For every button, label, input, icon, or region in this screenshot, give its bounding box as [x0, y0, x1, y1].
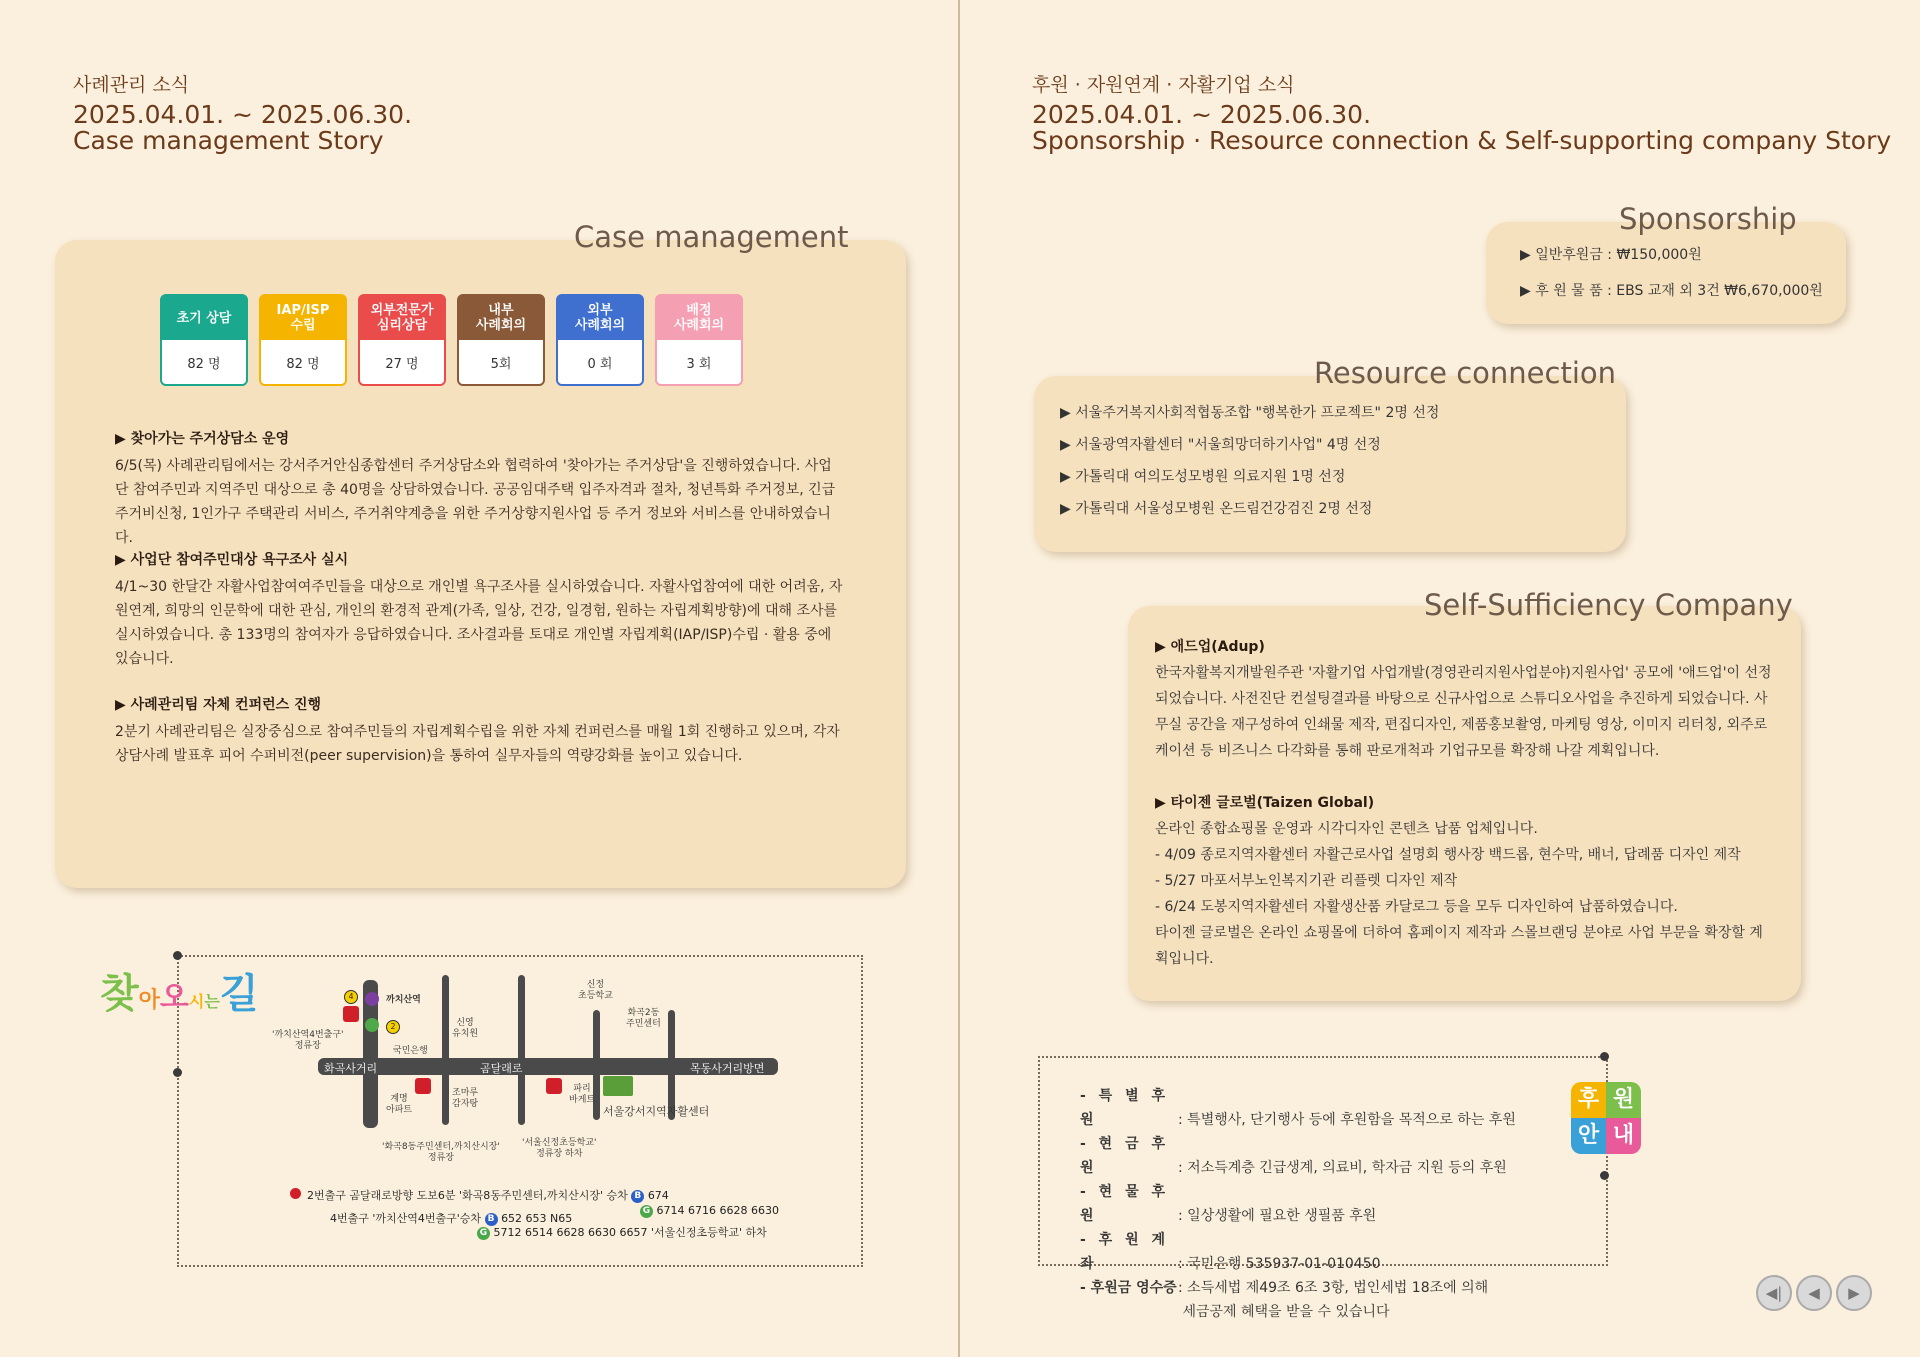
logo-char: 후	[1571, 1082, 1606, 1118]
info-key: - 현 금 후 원	[1080, 1136, 1170, 1176]
badge-internal-meeting: 내부 사례회의 5회	[457, 294, 545, 386]
info-row	[1080, 1084, 1516, 1132]
logo-char: 찾	[100, 971, 139, 1017]
right-subtitle: Sponsorship · Resource connection & Self-supporting company Story	[1032, 126, 1892, 155]
map-label-bakery: 파리 바게트	[569, 1084, 596, 1105]
badge-iap-isp: IAP/ISP 수립 82 명	[259, 294, 347, 386]
blue-bus-icon: B	[485, 1213, 498, 1226]
logo-char: 원	[1606, 1082, 1641, 1118]
frame-dot	[1600, 1052, 1609, 1061]
info-value: 세금공제 혜택을 받을 수 있습니다	[1178, 1304, 1390, 1320]
map-label-kindergarten: 신영 유치원	[452, 1018, 479, 1039]
transit-routes: 652 653 N65	[501, 1212, 573, 1225]
list-item: ▶ 서울광역자활센터 "서울희망더하기사업" 4명 선정	[1060, 437, 1381, 453]
map-label-restaurant: 조마루 감자탕	[452, 1088, 479, 1109]
transit-routes: 5712 6514 6628 6630 6657 '서울신정초등학교' 하차	[493, 1226, 767, 1239]
list-item: ▶ 후 원 물 품 : EBS 교재 외 3건 ₩6,670,000원	[1520, 283, 1823, 299]
frame-dot	[1600, 1171, 1609, 1180]
info-row	[1080, 1276, 1516, 1300]
exit-4-icon: 4	[344, 990, 358, 1004]
case-management-title: Case management	[574, 220, 849, 254]
map-label-school: 신정 초등학교	[578, 980, 613, 1001]
company-taizen-line: - 6/24 도봉지역자활센터 자활생산품 카달로그 등을 모두 디자인하여 납품하였습니다.	[1155, 899, 1678, 915]
transit-text: 4번출구 '까치산역4번출구'승차	[330, 1212, 482, 1225]
map-label-bus-stop: '화곡8동주민센터,까치산시장' 정류장	[382, 1142, 500, 1163]
info-key: - 특 별 후 원	[1080, 1088, 1170, 1128]
next-page-button[interactable]	[1836, 1275, 1872, 1311]
right-kicker: 후원 · 자원연계 · 자활기업 소식	[1032, 74, 1295, 96]
info-row	[1080, 1132, 1516, 1180]
sponsorship-guide-logo	[1571, 1082, 1641, 1154]
info-row	[1080, 1180, 1516, 1228]
sponsorship-info	[1080, 1084, 1516, 1324]
green-bus-icon: G	[477, 1227, 490, 1240]
sponsorship-list	[1520, 239, 1823, 307]
company-adup-body: 한국자활복지개발원주관 '자활기업 사업개발(경영관리지원사업분야)지원사업' 공모에 '애드업'이 선정되었습니다. 사전진단 컨설팅결과를 바탕으로 신규사업으로 스튜디오사업을 추진하게 되었습니다. 사무실 공간을 재구성하여 인쇄물 제작, 편집디자인, 제품홍보촬영, 마케팅 영상, 이미지 리터칭, 외주로케이션 등 비즈니스 다각화를 통해 판로개척과 기업규모를 확장해 나갈 계획입니다.	[1155, 665, 1772, 759]
section-housing: ▶ 찾아가는 주거상담소 운영 6/5(목) 사례관리팀에서는 강서주거안심종합센터 주거상담소와 협력하여 '찾아가는 주거상담'을 진행하였습니다. 사업단 참여주민과 지역주민 대상으로 총 40명을 상담하였습니다. 공공임대주택 입주자격과 절차, 청년특화 주거정보, 긴급주거비신청, 1인가구 주택관리 서비스, 주거취약계층을 위한 주거상향지원사업 등 주거 정보와 서비스를 안내하였습니다.	[115, 431, 836, 546]
badge-initial-consult: 초기 상담 82 명	[160, 294, 248, 386]
logo-char: 길	[219, 971, 259, 1017]
transit-routes: 6714 6716 6628 6630	[656, 1204, 779, 1217]
company-content	[1155, 634, 1775, 972]
logo-char: 내	[1606, 1118, 1641, 1154]
info-key: - 후 원 계 좌	[1080, 1232, 1170, 1272]
road-label-main: 곰달래로	[480, 1062, 523, 1075]
company-taizen-end: 타이젠 글로벌은 온라인 쇼핑몰에 더하여 홈페이지 제작과 스몰브랜딩 분야로 사업 부문을 확장할 계획입니다.	[1155, 925, 1763, 967]
logo-char: 시	[188, 992, 205, 1011]
list-item: ▶ 일반후원금 : ₩150,000원	[1520, 247, 1702, 263]
info-value: : 소득세법 제49조 6조 3항, 법인세법 18조에 의해	[1178, 1280, 1489, 1296]
badge-assigned-meeting: 배정 사례회의 3 회	[655, 294, 743, 386]
left-date: 2025.04.01. ~ 2025.06.30.	[73, 100, 413, 129]
company-taizen-line: 온라인 종합쇼핑몰 운영과 시각디자인 콘텐츠 납품 업체입니다.	[1155, 821, 1538, 837]
exit-2-icon: 2	[386, 1020, 400, 1034]
list-item: ▶ 가톨릭대 서울성모병원 온드림건강검진 2명 선정	[1060, 501, 1373, 517]
badge-external-meeting: 외부 사례회의 0 회	[556, 294, 644, 386]
first-page-icon: ◀|	[1765, 1284, 1783, 1302]
map-label-bank: 국민은행	[393, 1046, 428, 1056]
info-value: : 저소득계층 긴급생계, 의료비, 학자금 지원 등의 후원	[1178, 1160, 1507, 1176]
prev-page-button[interactable]	[1796, 1275, 1832, 1311]
info-row	[1080, 1300, 1516, 1324]
transit-text: 2번출구 곰달래로방향 도보6분 '화곡8동주민센터,까치산시장' 승차	[307, 1189, 628, 1202]
next-page-icon: ▶	[1848, 1284, 1860, 1302]
prev-page-icon: ◀	[1808, 1284, 1820, 1302]
green-bus-icon: G	[640, 1205, 653, 1218]
section-survey: ▶ 사업단 참여주민대상 욕구조사 실시 4/1~30 한달간 자활사업참여여주민들을 대상으로 개인별 욕구조사를 실시하였습니다. 자활사업참여에 대한 어려움, 자원연계, 희망의 인문학에 대한 관심, 개인의 환경적 관계(가족, 일상, 건강, 일경험, 원하는 자립계획방향)에 대해 조사를 실시하였습니다. 총 133명의 참여자가 응답하였습니다. 조사결과를 토대로 개인별 자립계획(IAP/ISP)수립 · 활용 중에 있습니다.	[115, 552, 843, 667]
map-label-apartment: 계명 아파트	[386, 1094, 413, 1115]
resource-list	[1060, 397, 1439, 525]
road-label-left: 화곡사거리	[324, 1062, 378, 1075]
map-label-exit: '까치산역4번출구' 정류장	[272, 1030, 344, 1051]
first-page-button[interactable]	[1756, 1275, 1792, 1311]
info-key: - 현 물 후 원	[1080, 1184, 1170, 1224]
info-key: - 후원금 영수증	[1080, 1280, 1177, 1296]
list-item: ▶ 가톨릭대 여의도성모병원 의료지원 1명 선정	[1060, 469, 1346, 485]
road-label-right: 목동사거리방면	[690, 1062, 765, 1075]
logo-char: 오	[159, 980, 189, 1015]
map-label-station: 까치산역	[386, 995, 421, 1005]
company-taizen-line: - 4/09 종로지역자활센터 자활근로사업 설명회 행사장 백드롭, 현수막, 배너, 답례품 디자인 제작	[1155, 847, 1741, 863]
sponsorship-title: Sponsorship	[1619, 202, 1797, 236]
logo-char: 안	[1571, 1118, 1606, 1154]
info-value: : 특별행사, 단기행사 등에 후원함을 목적으로 하는 후원	[1178, 1112, 1516, 1128]
map-label-community-center: 화곡2동 주민센터	[626, 1008, 661, 1029]
company-taizen-title: ▶ 타이젠 글로벌(Taizen Global)	[1155, 795, 1375, 811]
right-date: 2025.04.01. ~ 2025.06.30.	[1032, 100, 1372, 129]
transit-routes: 674	[647, 1189, 669, 1202]
info-value: : 일상생활에 필요한 생필품 후원	[1178, 1208, 1377, 1224]
resource-title: Resource connection	[1314, 356, 1616, 390]
list-item: ▶ 서울주거복지사회적협동조합 "행복한가 프로젝트" 2명 선정	[1060, 405, 1440, 421]
map-label-bus-stop: '서울신정초등학교' 정류장 하차	[522, 1138, 597, 1159]
map-label-self-sufficiency-center: 서울강서지역자활센터	[603, 1105, 710, 1118]
badge-external-counsel: 외부전문가 심리상담 27 명	[358, 294, 446, 386]
left-subtitle: Case management Story	[73, 126, 384, 155]
left-kicker: 사례관리 소식	[73, 74, 190, 96]
logo-char: 아	[138, 988, 160, 1013]
info-row	[1080, 1228, 1516, 1276]
company-adup-title: ▶ 애드업(Adup)	[1155, 639, 1265, 655]
logo-char: 는	[204, 992, 220, 1011]
section-conference: ▶ 사례관리팀 자체 컨퍼런스 진행 2분기 사례관리팀은 실장중심으로 참여주민들의 자립계획수립을 위한 자체 컨퍼런스를 매월 1회 진행하고 있으며, 각자 상담사례 발표후 피어 수퍼비전(peer supervision)을 통하여 실무자들의 역량강화를 높이고 있습니다.	[115, 697, 840, 764]
company-taizen-line: - 5/27 마포서부노인복지기관 리플렛 디자인 제작	[1155, 873, 1458, 889]
info-value: : 국민은행 535937-01-010450	[1178, 1256, 1381, 1272]
company-title: Self-Sufficiency Company	[1424, 588, 1793, 622]
blue-bus-icon: B	[631, 1190, 644, 1203]
